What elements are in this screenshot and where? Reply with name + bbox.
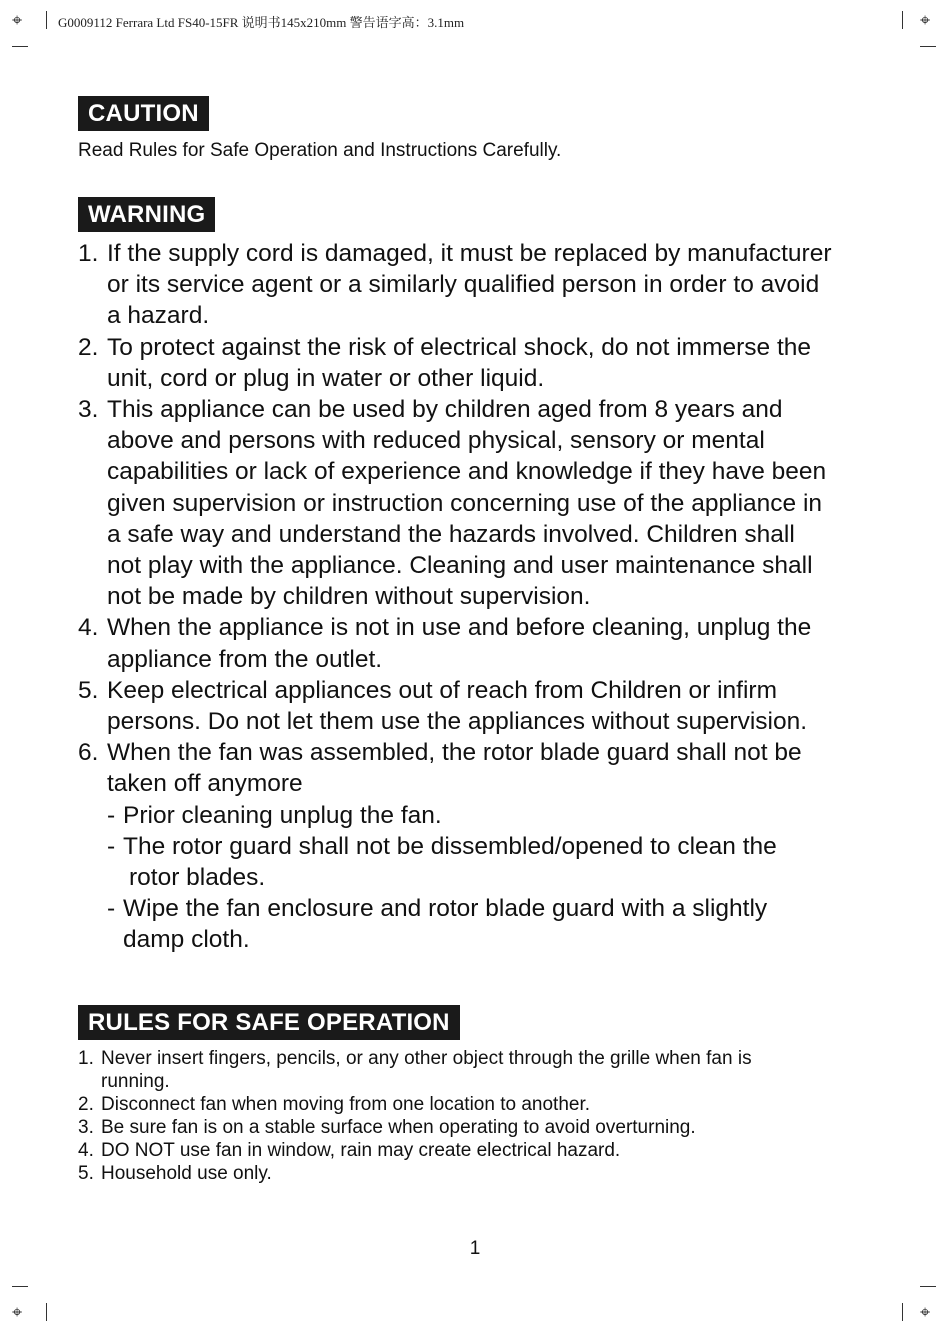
rule-item-number: 2. [78,1094,94,1115]
warning-line: When the fan was assembled, the rotor blade guard shall not be [107,739,802,767]
warning-line: Keep electrical appliances out of reach from Children or infirm [107,676,777,704]
rules-label: RULES FOR SAFE OPERATION [78,1005,460,1040]
registration-mark-bottom-right: ⌖ [920,1302,931,1322]
warning-item-number: 3. [78,396,99,424]
warning-item-text [107,612,811,674]
rule-item-number: 3. [78,1117,94,1138]
rule-item [78,1093,752,1116]
warning-item-number: 1. [78,240,99,267]
warning-subitem-text [123,893,767,955]
warning-line: capabilities or lack of experience and knowledge if they have been [107,458,827,486]
warning-line: above and persons with reduced physical, sensory or mental [107,427,765,455]
warning-line: unit, cord or plug in water or other liquid. [107,364,545,392]
crop-line-bottom-right [902,1303,903,1321]
rules-list [78,1047,752,1185]
warning-item [78,737,832,799]
warning-line: not be made by children without supervision. [107,583,591,611]
warning-item-number: 5. [78,676,99,704]
crop-line-bottom-right-h [920,1286,936,1287]
warning-item-number: 2. [78,333,99,361]
warning-item-number: 4. [78,614,99,642]
registration-mark-top-left: ⌖ [12,10,23,30]
warning-subline: Prior cleaning unplug the fan. [123,801,442,829]
warning-line: not play with the appliance. Cleaning and user maintenance shall [107,552,813,580]
caution-text: Read Rules for Safe Operation and Instructions Carefully. [78,140,562,161]
warning-item-number: 6. [78,739,99,767]
warning-subitem-dash: - [107,801,116,829]
rule-line: Be sure fan is on a stable surface when operating to avoid overturning. [101,1117,696,1138]
warning-item-text [107,332,811,394]
warning-subitem [78,893,832,955]
warning-line: appliance from the outlet. [107,645,383,673]
warning-subitem [78,831,832,893]
warning-line: a safe way and understand the hazards involved. Children shall [107,520,795,548]
crop-line-top-left [46,11,47,29]
rule-item [78,1162,752,1185]
page-number: 1 [469,1238,481,1259]
warning-subitem-text [123,800,442,831]
rule-line: running. [101,1071,170,1092]
rule-line: DO NOT use fan in window, rain may create electrical hazard. [101,1140,621,1161]
warning-subline: damp cloth. [123,926,250,954]
rule-item-number: 4. [78,1140,94,1161]
warning-item-text [107,394,826,612]
warning-line: To protect against the risk of electrical shock, do not immerse the [107,333,812,361]
warning-line: a hazard. [107,302,210,330]
warning-item [78,612,832,674]
crop-line-bottom-left [46,1303,47,1321]
rule-item-text [101,1093,590,1116]
rule-item-number: 1. [78,1048,94,1069]
warning-subitem-text [123,831,777,893]
registration-mark-bottom-left: ⌖ [12,1302,23,1322]
warning-subitem-dash: - [107,895,116,923]
warning-subline: rotor blades. [129,864,266,892]
rule-line: Disconnect fan when moving from one location to another. [101,1094,591,1115]
rule-item [78,1116,752,1139]
rule-line: Household use only. [101,1163,272,1184]
warning-item [78,675,832,737]
warning-item [78,238,832,332]
caution-label: CAUTION [78,96,209,131]
warning-list [78,238,832,956]
warning-item [78,332,832,394]
warning-line: When the appliance is not in use and before cleaning, unplug the [107,614,812,642]
warning-subline: The rotor guard shall not be dissembled/opened to clean the [123,832,777,860]
warning-subline: Wipe the fan enclosure and rotor blade guard with a slightly [123,895,768,923]
warning-item [78,394,832,612]
warning-item-text [107,238,832,332]
rule-item-text [101,1047,752,1093]
crop-line-top-right-h [920,46,936,47]
rule-line: Never insert fingers, pencils, or any other object through the grille when fan is [101,1048,752,1069]
rule-item [78,1139,752,1162]
registration-mark-top-right: ⌖ [920,10,931,30]
crop-line-top-left-h [12,46,28,47]
warning-line: If the supply cord is damaged, it must be replaced by manufacturer [107,240,832,267]
rule-item-number: 5. [78,1163,94,1184]
warning-line: This appliance can be used by children aged from 8 years and [107,396,783,424]
crop-line-top-right [902,11,903,29]
warning-item-text [107,675,807,737]
warning-line: taken off anymore [107,770,303,798]
crop-line-bottom-left-h [12,1286,28,1287]
warning-item-text [107,737,802,799]
warning-subitem-dash: - [107,832,116,860]
rule-item [78,1047,752,1093]
warning-line: persons. Do not let them use the appliances without supervision. [107,708,808,736]
warning-label: WARNING [78,197,215,232]
warning-subitem [78,800,832,831]
warning-line: given supervision or instruction concerning use of the appliance in [107,489,823,517]
rule-item-text [101,1116,696,1139]
print-header: G0009112 Ferrara Ltd FS40-15FR 说明书145x210mm 警告语字高：3.1mm [58,15,465,30]
rule-item-text [101,1139,620,1162]
warning-line: or its service agent or a similarly qualified person in order to avoid [107,271,820,299]
rule-item-text [101,1162,272,1185]
